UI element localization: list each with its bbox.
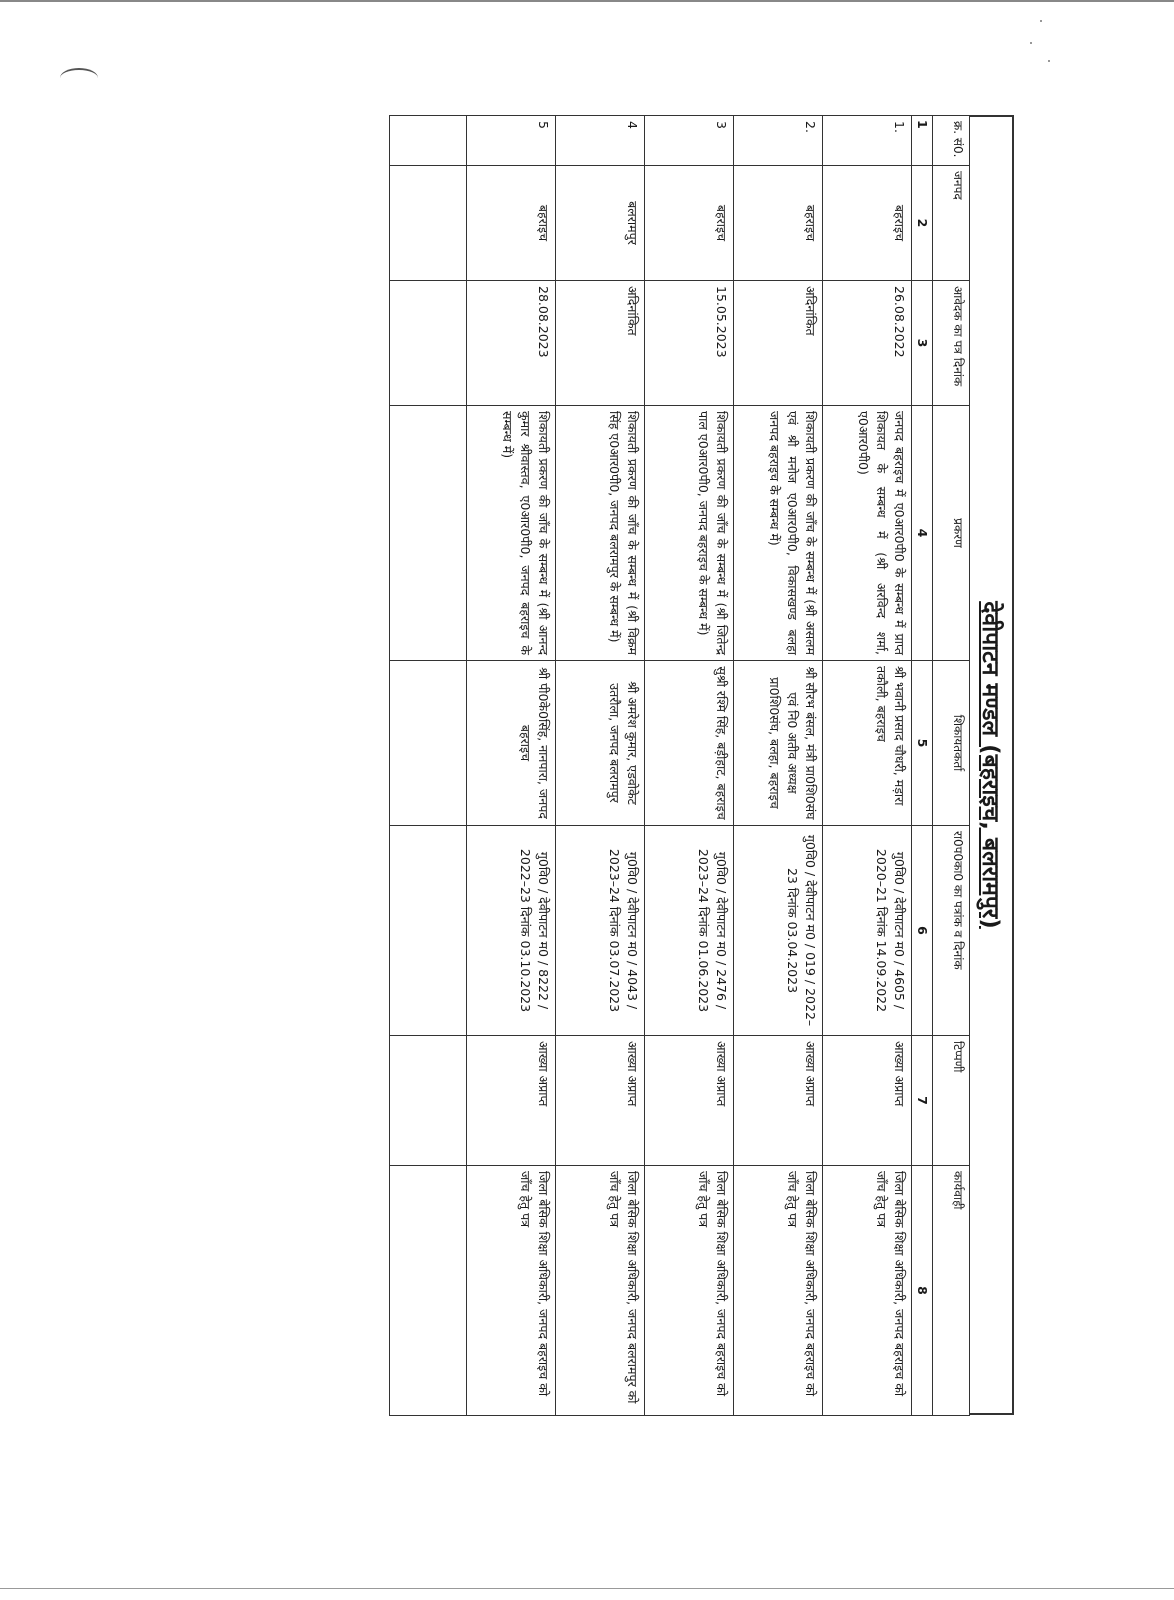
table-row: [733, 116, 822, 1416]
column-number: 6: [911, 826, 932, 1036]
cell-letter: गु0वि0 / देवीपाटन म0 / 2476 / 2023–24 दिनांक 01.06.2023: [644, 826, 733, 1036]
cell-complainant: सुश्री रश्मि सिंह, बड़ीहाट, बहराइच: [644, 661, 733, 826]
column-number-row: [911, 116, 932, 1416]
cell-letter: गु0वि0 / देवीपाटन म0 / 4605 / 2020–21 दिनांक 14.09.2022: [822, 826, 911, 1036]
cell-date: अदिनांकित: [555, 281, 644, 406]
cell-complainant: श्री पी0के0सिंह, नानपारा, जनपद बहराइच: [466, 661, 555, 826]
column-number: 8: [911, 1166, 932, 1416]
table-row: [466, 116, 555, 1416]
header-complainant: शिकायतकर्ता: [933, 661, 970, 826]
scan-speck: [1048, 60, 1050, 62]
cell-action: जिला बेसिक शिक्षा अधिकारी, जनपद बलरामपुर को जाँच हेतु पत्र: [555, 1166, 644, 1416]
scan-speck: [1030, 42, 1032, 44]
cell-remark: आख्या अप्राप्त: [822, 1036, 911, 1166]
column-number: 4: [911, 406, 932, 661]
cell-district: बहराइच: [466, 166, 555, 281]
cell-letter: गु0वि0 / देवीपाटन म0 / 4043 / 2023–24 दिनांक 03.07.2023: [555, 826, 644, 1036]
cell-sn: 4: [555, 116, 644, 166]
rotated-table-block: [364, 115, 1014, 1415]
empty-cell: [389, 116, 466, 166]
pen-mark: [60, 68, 98, 88]
cell-letter: गु0वि0 / देवीपाटन म0 / 019 / 2022–23 दिनांक 03.04.2023: [733, 826, 822, 1036]
empty-cell: [389, 1036, 466, 1166]
header-date: आवेदक का पत्र दिनांक: [933, 281, 970, 406]
header-row: [933, 116, 970, 1416]
cell-complainant: श्री अमरेश कुमार, एडवोकेट उतरौला, जनपद बलरामपुर: [555, 661, 644, 826]
column-number: 7: [911, 1036, 932, 1166]
column-number: 1: [911, 116, 932, 166]
cell-complainant: श्री भवानी प्रसाद चौधरी, मड़ारा तकौली, बहराइच: [822, 661, 911, 826]
cell-subject: जनपद बहराइच में ए0आर0पी0 के सम्बन्ध में प्राप्त शिकायत के सम्बन्ध में (श्री अरविन्द शर्मा, ए0आर0पी0): [822, 406, 911, 661]
table-row: [644, 116, 733, 1416]
cell-remark: आख्या अप्राप्त: [466, 1036, 555, 1166]
empty-cell: [389, 166, 466, 281]
empty-cell: [389, 826, 466, 1036]
cell-sn: 1.: [822, 116, 911, 166]
scan-edge-top: [0, 0, 1174, 2]
table-row: [555, 116, 644, 1416]
header-subject: प्रकरण: [933, 406, 970, 661]
cell-subject: शिकायती प्रकरण की जाँच के सम्बन्ध में (श्री आनन्द कुमार श्रीवास्तव, ए0आर0पी0, जनपद बहराइच के सम्बन्ध में): [466, 406, 555, 661]
cell-date: 28.08.2023: [466, 281, 555, 406]
cell-district: बहराइच: [644, 166, 733, 281]
cell-remark: आख्या अप्राप्त: [555, 1036, 644, 1166]
header-district: जनपद: [933, 166, 970, 281]
cell-date: 15.05.2023: [644, 281, 733, 406]
header-remark: टिप्पणी: [933, 1036, 970, 1166]
cell-action: जिला बेसिक शिक्षा अधिकारी, जनपद बहराइच को जाँच हेतु पत्र: [466, 1166, 555, 1416]
table-row: [822, 116, 911, 1416]
column-number: 5: [911, 661, 932, 826]
cell-district: बहराइच: [822, 166, 911, 281]
column-number: 2: [911, 166, 932, 281]
cell-district: बहराइच: [733, 166, 822, 281]
empty-cell: [389, 406, 466, 661]
column-number: 3: [911, 281, 932, 406]
empty-cell: [389, 281, 466, 406]
header-action: कार्यवाही: [933, 1166, 970, 1416]
page-title: देवीपाटन मण्डल (बहराइच, बलरामपुर): [970, 115, 1014, 1415]
cell-action: जिला बेसिक शिक्षा अधिकारी, जनपद बहराइच को जाँच हेतु पत्र: [733, 1166, 822, 1416]
cell-sn: 5: [466, 116, 555, 166]
header-sn: क्र. सं0.: [933, 116, 970, 166]
cell-subject: शिकायती प्रकरण की जाँच के सम्बन्ध में (श्री असलम एवं श्री मनोज ए0आर0पी0, विकासखण्ड बलहा जनपद बहराइच के सम्बन्ध में): [733, 406, 822, 661]
cell-date: 26.08.2022: [822, 281, 911, 406]
cell-district: बलरामपुर: [555, 166, 644, 281]
empty-row: [389, 116, 466, 1416]
cell-complainant: श्री सौरभ बंसल, मंत्री प्रा0शि0संघ एवं नि0 अतीव अध्यक्ष प्रा0शि0संघ, बलहा, बहराइच: [733, 661, 822, 826]
cell-remark: आख्या अप्राप्त: [733, 1036, 822, 1166]
cell-letter: गु0वि0 / देवीपाटन म0 / 8222 / 2022–23 दिनांक 03.10.2023: [466, 826, 555, 1036]
cell-subject: शिकायती प्रकरण की जाँच के सम्बन्ध में (श्री विक्रम सिंह ए0आर0पी0, जनपद बलरामपुर के सम्बन्ध में): [555, 406, 644, 661]
empty-cell: [389, 661, 466, 826]
cell-date: अदिनांकित: [733, 281, 822, 406]
cell-sn: 2.: [733, 116, 822, 166]
scan-speck: [1040, 20, 1042, 22]
cell-sn: 3: [644, 116, 733, 166]
cell-subject: शिकायती प्रकरण की जाँच के सम्बन्ध में (श्री जितेन्द्र पाल ए0आर0पी0, जनपद बहराइच के सम्बन्ध में): [644, 406, 733, 661]
cell-action: जिला बेसिक शिक्षा अधिकारी, जनपद बहराइच को जाँच हेतु पत्र: [644, 1166, 733, 1416]
scan-edge-bottom: [0, 1588, 1174, 1589]
complaint-table: [389, 115, 970, 1416]
empty-cell: [389, 1166, 466, 1416]
header-letter: रा0प0का0 का पत्रांक व दिनांक: [933, 826, 970, 1036]
cell-remark: आख्या अप्राप्त: [644, 1036, 733, 1166]
cell-action: जिला बेसिक शिक्षा अधिकारी, जनपद बहराइच को जाँच हेतु पत्र: [822, 1166, 911, 1416]
